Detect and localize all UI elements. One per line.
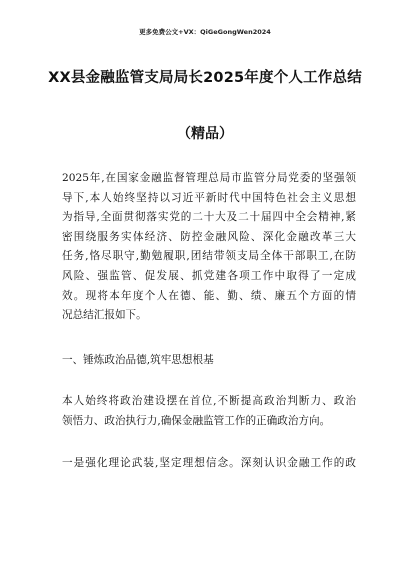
section-heading: 一、锤炼政治品德,筑牢思想根基 — [62, 353, 214, 366]
intro-line: 任务,恪尽职守,勤勉履职,团结带领支局全体干部职工,在防 — [62, 250, 356, 263]
document-subtitle: （精品） — [177, 126, 233, 142]
intro-line: 况总结汇报如下。 — [62, 309, 147, 322]
intro-line: 效。现将本年度个人在德、能、勤、绩、廉五个方面的情 — [62, 289, 356, 302]
intro-line: 密围绕服务实体经济、防控金融风险、深化金融改革三大 — [62, 230, 356, 243]
intro-line: 2025年,在国家金融监督管理总局市监管分局党委的坚强领 — [62, 172, 356, 184]
point-line: 一是强化理论武装,坚定理想信念。深刻认识金融工作的政 — [62, 456, 356, 469]
intro-line: 导下,本人始终坚持以习近平新时代中国特色社会主义思想 — [62, 191, 356, 204]
header-note: 更多免费公文+VX：QiGeGongWen2024 — [139, 28, 271, 36]
document-title: XX县金融监管支局局长2025年度个人工作总结 — [48, 70, 362, 86]
intro-line: 风险、强监管、促发展、抓党建各项工作中取得了一定成 — [62, 269, 356, 282]
intro-line: 为指导,全面贯彻落实党的二十大及二十届四中全会精神,紧 — [62, 211, 356, 224]
section-line: 领悟力、政治执行力,确保金融监管工作的正确政治方向。 — [62, 414, 331, 427]
document-body — [62, 169, 356, 473]
section-line: 本人始终将政治建设摆在首位,不断提高政治判断力、政治 — [62, 395, 356, 408]
